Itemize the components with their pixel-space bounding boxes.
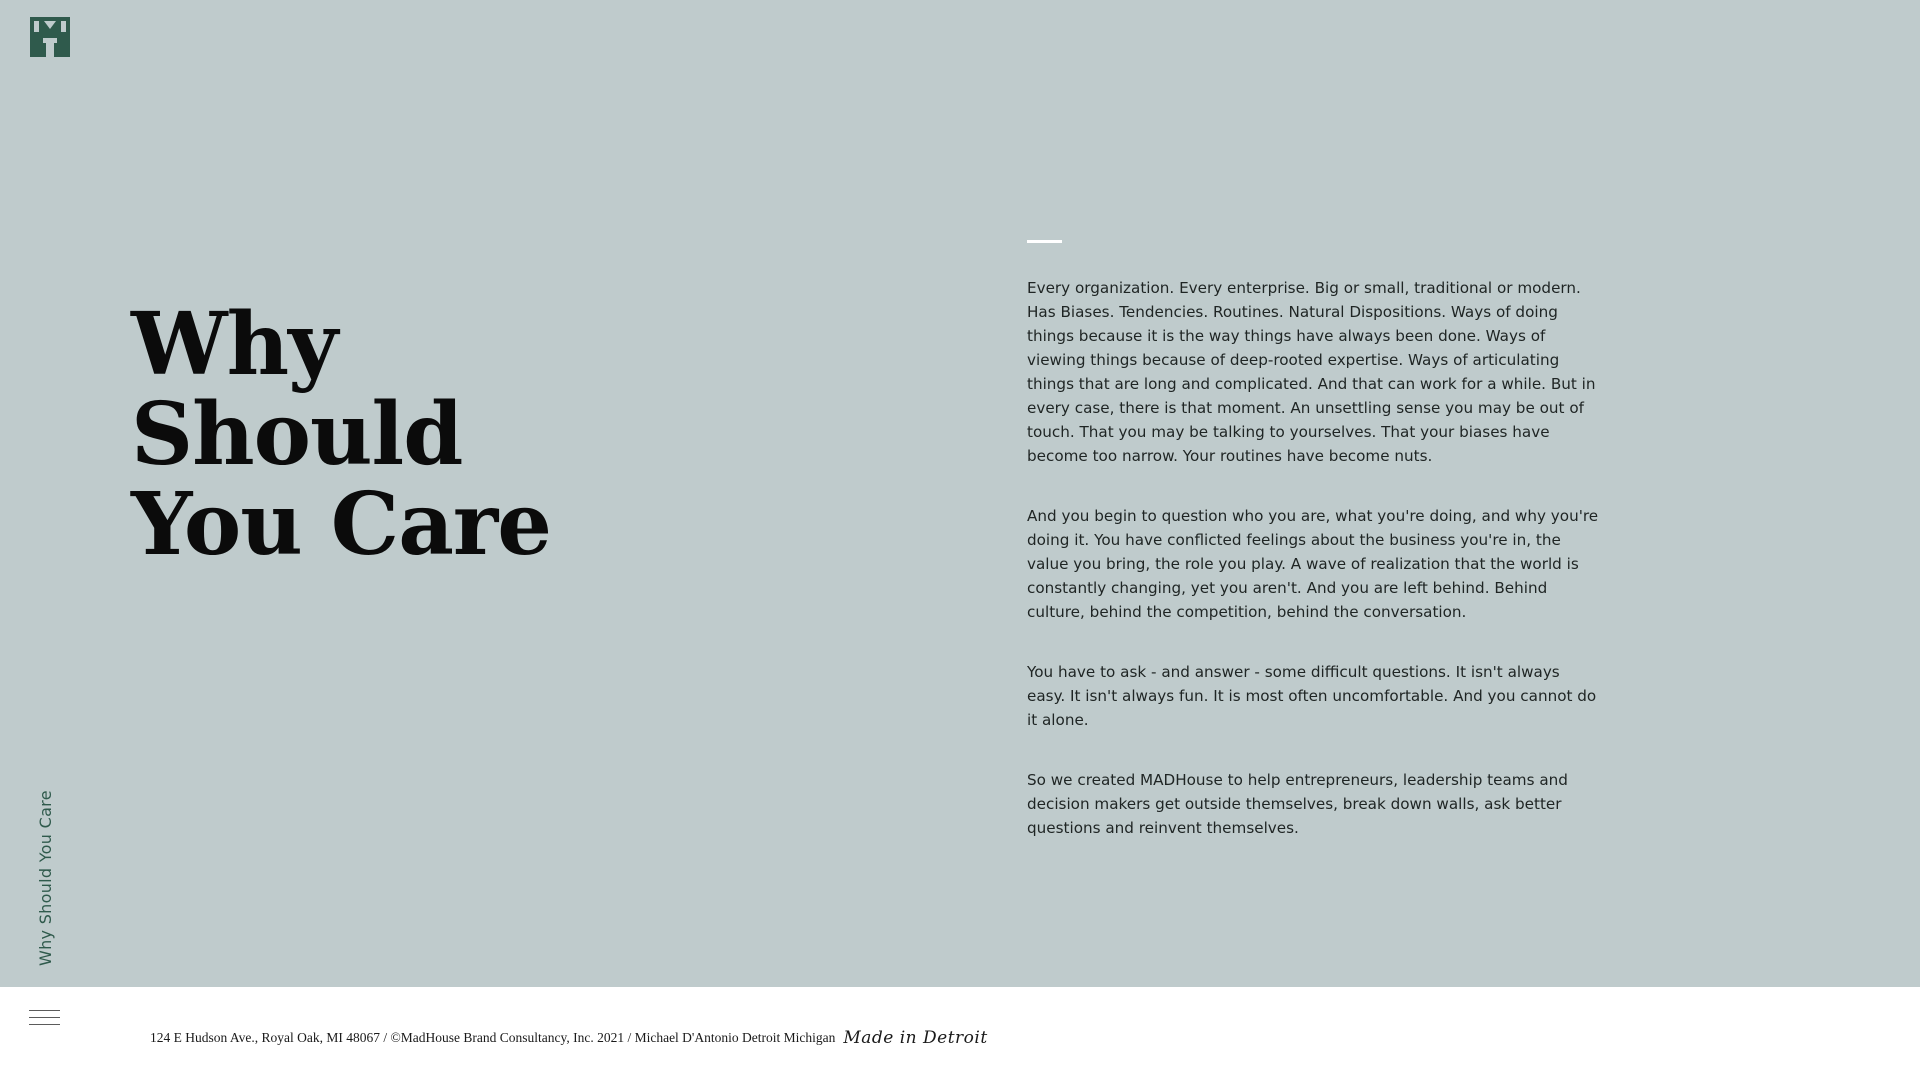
madhouse-logo-icon[interactable] xyxy=(30,17,70,57)
page-title xyxy=(131,294,551,575)
section-divider xyxy=(1027,240,1062,243)
body-paragraph: And you begin to question who you are, what you're doing, and why you're doing it. You have conflicted feelings about the business you're in, the value you bring, the role you play. A wave of realization that the world is constantly changing, yet you aren't. And you are left behind. Behind culture, behind the competition, behind the conversation. xyxy=(1027,507,1599,621)
footer xyxy=(150,1028,988,1048)
made-in-detroit-signature: Made in Detroit xyxy=(843,1028,988,1048)
body-paragraph: Every organization. Every enterprise. Big or small, traditional or modern. Has Biases. Tendencies. Routines. Natural Dispositions. Ways of doing things because it is the way things have always been done. Ways of viewing things because of deep-rooted expertise. Ways of articulating things that are long and complicated. And that can work for a while. But in every case, there is that moment. An unsettling sense you may be out of touch. That you may be talking to yourselves. That your biases have become too narrow. Your routines have become nuts. xyxy=(1027,279,1596,465)
hamburger-menu-icon[interactable] xyxy=(29,1010,60,1030)
body-paragraph: So we created MADHouse to help entrepreneurs, leadership teams and decision makers get outside themselves, break down walls, ask better questions and reinvent themselves. xyxy=(1027,771,1568,837)
footer-address: 124 E Hudson Ave., Royal Oak, MI 48067 / ©MadHouse Brand Consultancy, Inc. 2021 / Michael D'Antonio Detroit Michigan xyxy=(150,1030,836,1045)
page-title-line: You Care xyxy=(131,474,551,575)
side-section-label: Why Should You Care xyxy=(36,790,55,966)
page-title-line: Why xyxy=(131,294,338,395)
body-copy xyxy=(1027,276,1602,876)
body-paragraph: You have to ask - and answer - some difficult questions. It isn't always easy. It isn't always fun. It is most often uncomfortable. And you cannot do it alone. xyxy=(1027,663,1597,729)
page-title-line: Should xyxy=(131,384,463,485)
